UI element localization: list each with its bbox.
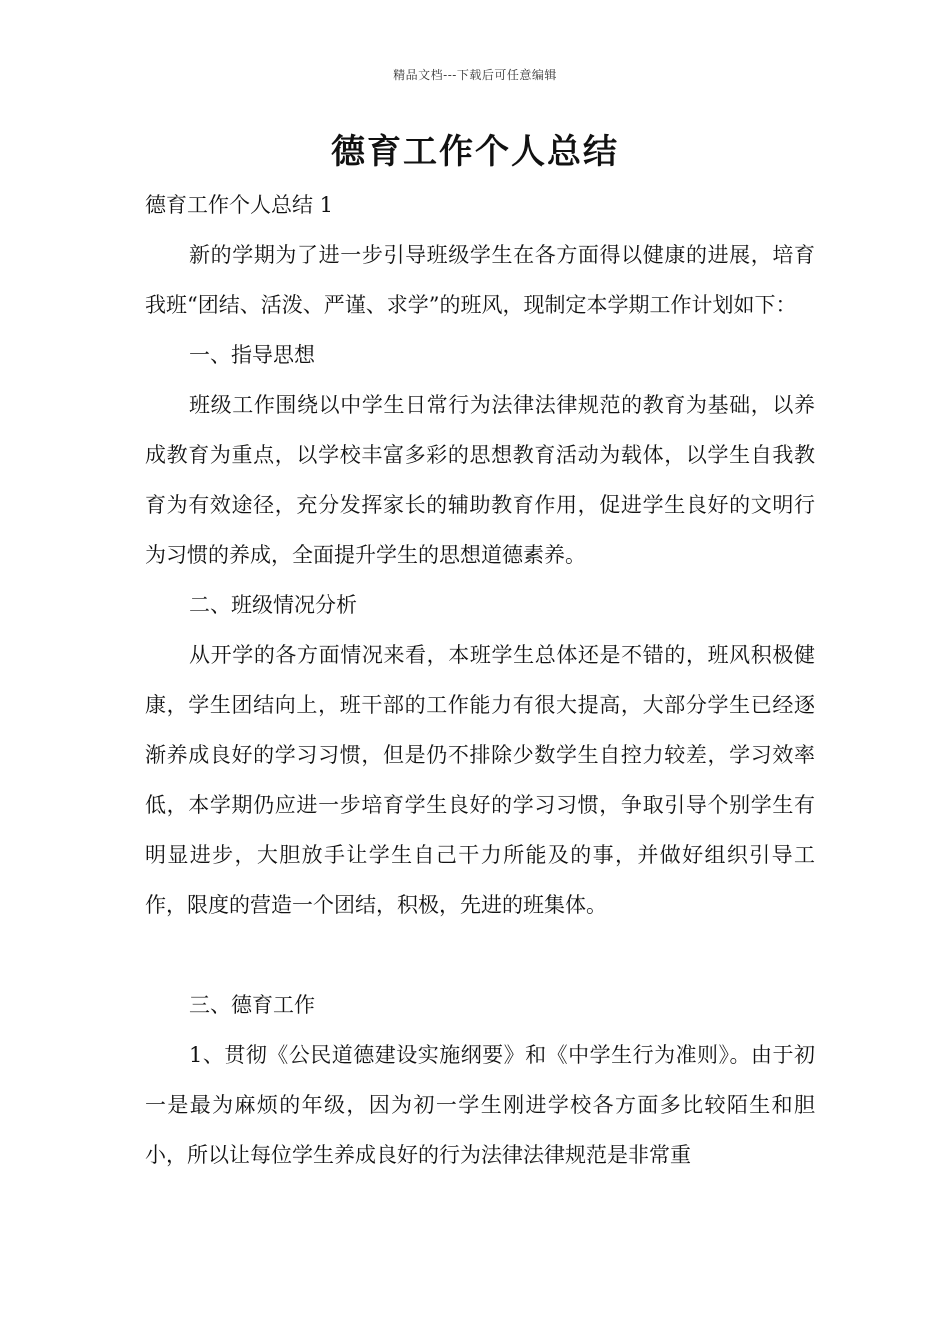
document-body: [145, 180, 815, 1180]
document-title: 德育工作个人总结: [331, 132, 619, 172]
header-note: 精品文档---下载后可任意编辑: [393, 68, 557, 82]
section-subtitle: 德育工作个人总结 1: [145, 193, 334, 217]
class-analysis-paragraph: 从开学的各方面情况来看，本班学生总体还是不错的，班风积极健康，学生团结向上，班干部的工作能力有很大提高，大部分学生已经逐渐养成良好的学习习惯，但是仍不排除少数学生自控力较差，学习效率低，本学期仍应进一步培育学生良好的学习习惯，争取引导个别学生有明显进步，大胆放手让学生自己干力所能及的事，并做好组织引导工作，限度的营造一个团结，积极，先进的班集体。: [145, 643, 815, 917]
heading-moral-work: 三、德育工作: [189, 993, 315, 1017]
intro-paragraph: 新的学期为了进一步引导班级学生在各方面得以健康的进展，培育我班“团结、活泼、严谨、求学”的班风，现制定本学期工作计划如下：: [145, 243, 815, 317]
heading-guiding-thought: 一、指导思想: [189, 343, 315, 367]
moral-work-item-1: 1、贯彻《公民道德建设实施纲要》和《中学生行为准则》。由于初一是最为麻烦的年级，因为初一学生刚进学校各方面多比较陌生和胆小，所以让每位学生养成良好的行为法律法律规范是非常重: [145, 1043, 815, 1167]
paragraph-gap: [145, 930, 815, 980]
heading-class-analysis: 二、班级情况分析: [189, 593, 357, 617]
guiding-thought-paragraph: 班级工作围绕以中学生日常行为法律法律规范的教育为基础，以养成教育为重点，以学校丰富多彩的思想教育活动为载体，以学生自我教育为有效途径，充分发挥家长的辅助教育作用，促进学生良好的文明行为习惯的养成，全面提升学生的思想道德素养。: [145, 393, 815, 567]
